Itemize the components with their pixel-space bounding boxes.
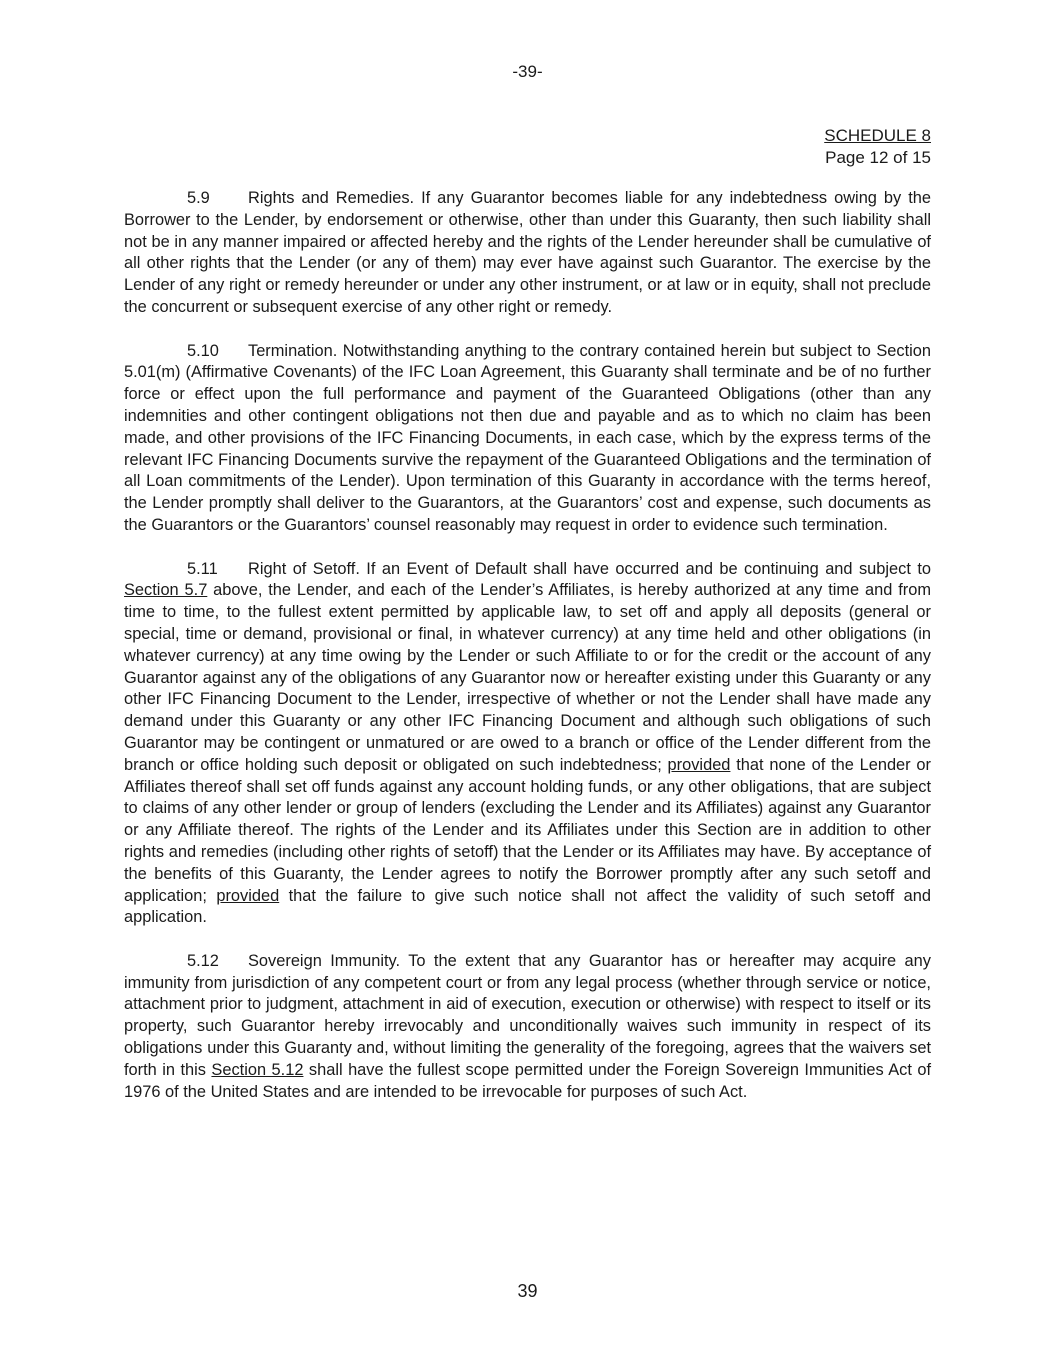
section-reference-link: Section 5.7 — [124, 581, 208, 600]
document-body — [124, 188, 931, 1125]
section-text: If an Event of Default shall have occurred and be continuing and subject to — [359, 559, 931, 578]
section-5-12 — [124, 951, 931, 1104]
section-number: 5.12 — [187, 951, 219, 970]
section-5-10 — [124, 341, 931, 537]
provided-term: provided — [667, 755, 731, 774]
schedule-header — [824, 125, 931, 169]
section-title: Rights and Remedies. — [248, 189, 415, 207]
section-title: Right of Setoff. — [248, 559, 360, 578]
section-text: above, the Lender, and each of the Lender’s Affiliates, is hereby authorized at any time and from time to time, to the fullest extent permitted by applicable law, to set off and apply all deposits (general or special, time or demand, provisional or final, in whatever currency) at any time held and other obligations (in whatever currency) at any time owing by the Lender or such Affiliate to or for the credit or the account of any Guarantor against any of the obligations of any Guarantor now or hereafter existing under this Guaranty or any other IFC Financing Document to the Lender, irrespective of whether or not the Lender shall have made any demand under this Guaranty or any other IFC Financing Document and although such obligations of such Guarantor may be contingent or unmatured or are owed to a branch or office of the Lender different from the branch or office holding such deposit or obligated on such indebtedness; — [124, 581, 931, 774]
section-5-11 — [124, 559, 931, 930]
section-text: To the extent that any Guarantor has or hereafter may acquire any immunity from jurisdiction of any competent court or from any legal process (whether through service or notice, attachment prior to judgment, attachment in aid of execution, execution or otherwise) with respect to itself or its property, such Guarantor hereby irrevocably and unconditionally waives such immunity in respect of its obligations under this Guaranty and, without limiting the generality of the foregoing, agrees that the waivers set forth in this — [124, 951, 931, 1079]
section-number: 5.10 — [187, 341, 219, 360]
schedule-title: SCHEDULE 8 — [824, 126, 931, 145]
provided-term: provided — [216, 886, 280, 905]
section-5-9 — [124, 188, 931, 319]
section-title: Sovereign Immunity. — [248, 951, 401, 970]
schedule-page: Page 12 of 15 — [825, 148, 931, 167]
section-number: 5.9 — [187, 189, 210, 207]
top-page-number: -39- — [512, 62, 543, 81]
section-title: Termination. — [248, 341, 338, 360]
section-text: Notwithstanding anything to the contrary contained herein but subject to Section 5.01(m) (Affirmative Covenants) of the IFC Loan Agreement, this Guaranty shall terminate and be of no further force or effect upon the full performance and payment of the Guaranteed Obligations (other than any indemnities and other contingent obligations not then due and payable and as to which no claim has been made, and other provisions of the IFC Financing Documents, in each case, which by the express terms of the relevant IFC Financing Documents survive the repayment of the Guaranteed Obligations and the termination of all Loan commitments of the Lender). Upon termination of this Guaranty in accordance with the terms hereof, the Lender promptly shall deliver to the Guarantors, at the Guarantors’ cost and expense, such documents as the Guarantors or the Guarantors’ counsel reasonably may request in order to evidence such termination. — [124, 341, 931, 534]
section-reference-link: Section 5.12 — [211, 1060, 304, 1079]
footer-page-number: 39 — [517, 1281, 538, 1301]
section-text: that the failure to give such notice shall not affect the validity of such setoff and application. — [124, 886, 931, 927]
section-text: shall have the fullest scope permitted under the Foreign Sovereign Immunities Act of 1976 of the United States and are intended to be irrevocable for purposes of such Act. — [124, 1060, 932, 1101]
section-text: If any Guarantor becomes liable for any indebtedness owing by the Borrower to the Lender, by endorsement or otherwise, other than under this Guaranty, then such liability shall not be in any manner impaired or affected hereby and the rights of the Lender hereunder shall be cumulative of all other rights that the Lender (or any of them) may ever have against such Guarantor. The exercise by the Lender of any right or remedy hereunder or under any other instrument, or at law or in equity, shall not preclude the concurrent or subsequent exercise of any other right or remedy. — [124, 189, 931, 316]
section-text: that none of the Lender or Affiliates thereof shall set off funds against any account holding funds, or any other obligations, that are subject to claims of any other lender or group of lenders (excluding the Lender and its Affiliates) against any Guarantor or any Affiliate thereof. The rights of the Lender and its Affiliates under this Section are in addition to other rights and remedies (including other rights of setoff) that the Lender or its Affiliates may have. By acceptance of the benefits of this Guaranty, the Lender agrees to notify the Borrower promptly after any such setoff and application; — [124, 755, 931, 905]
section-number: 5.11 — [187, 559, 218, 578]
